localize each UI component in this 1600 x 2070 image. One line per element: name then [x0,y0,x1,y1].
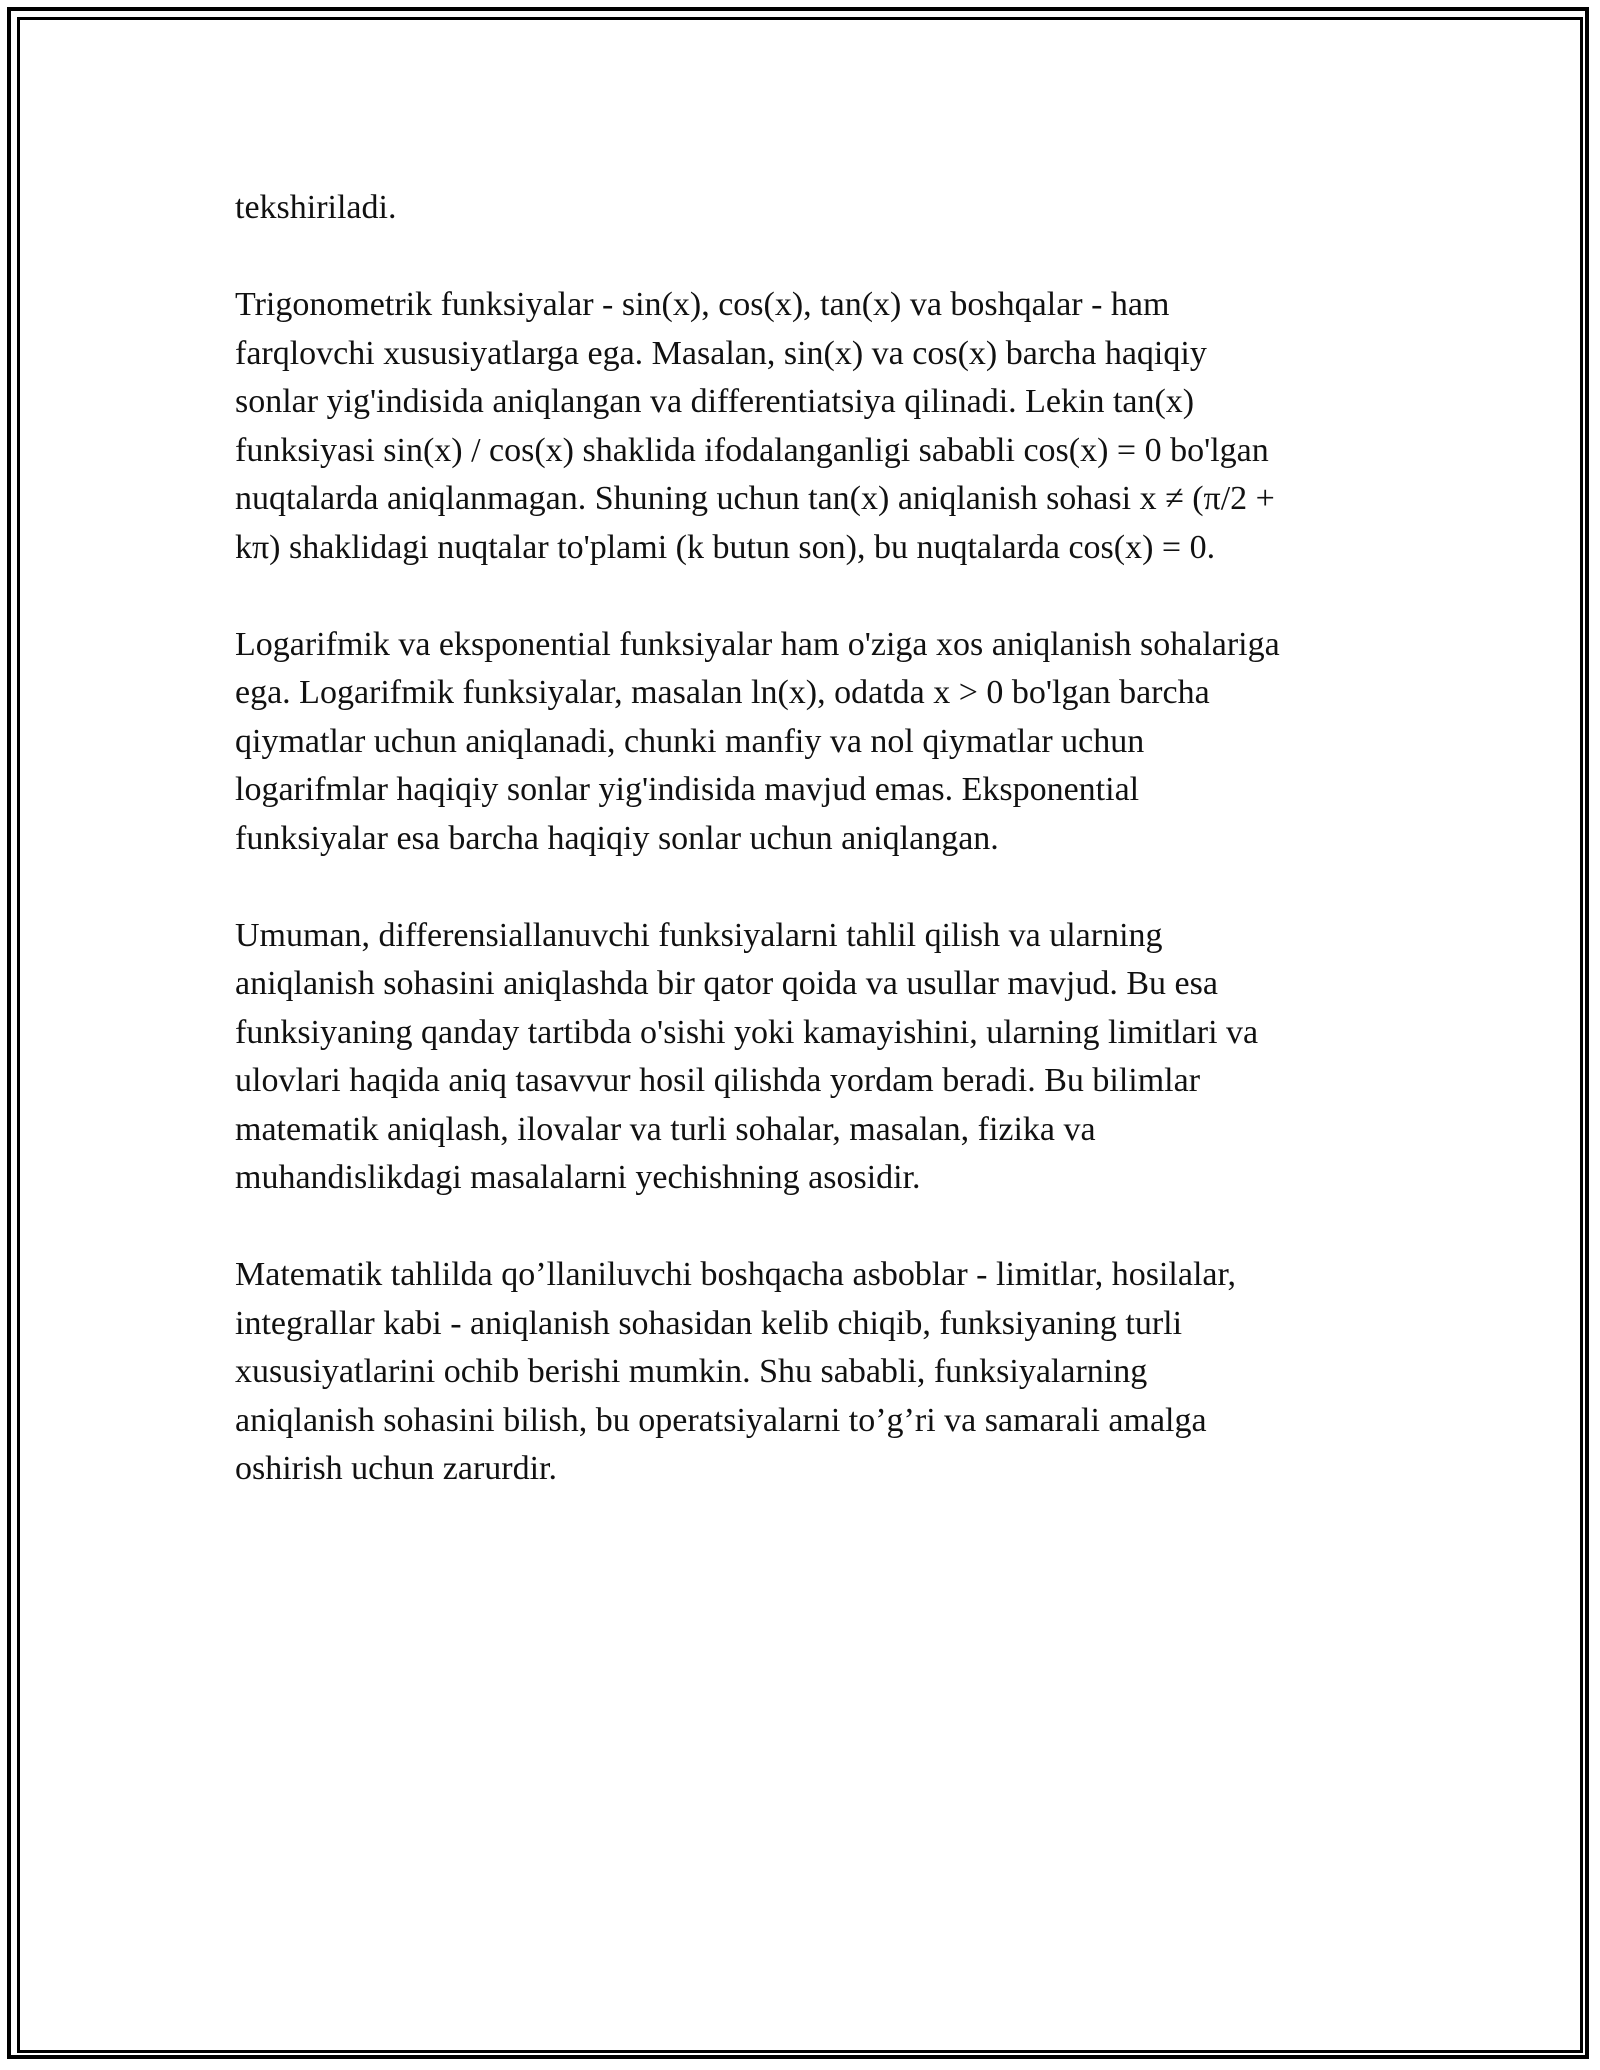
paragraph-differentiable: Umuman, differensiallanuvchi funksiyalarni tahlil qilish va ularning aniqlanish sohasini aniqlashda bir qator qoida va usullar mavjud. Bu esa funksiyaning qanday tartibda o'sishi yoki kamayishini, ularning limitlari va ulovlari haqida aniq tasavvur hosil qilishda yordam beradi. Bu bilimlar matematik aniqlash, ilovalar va turli sohalar, masalan, fizika va muhandislikdagi masalalarni yechishning asosidir. [235,916,1259,1196]
document-body [235,184,1370,1542]
paragraph-continuation: tekshiriladi. [235,189,397,226]
paragraph-trigonometric: Trigonometrik funksiyalar - sin(x), cos(x), tan(x) va boshqalar - ham farqlovchi xususiyatlarga ega. Masalan, sin(x) va cos(x) barcha haqiqiy sonlar yig'indisida aniqlangan va differentiatsiya qilinadi. Lekin tan(x) funksiyasi sin(x) / cos(x) shaklida ifodalanganligi sababli cos(x) = 0 bo'lgan nuqtalarda aniqlanmagan. Shuning uchun tan(x) aniqlanish sohasi x ≠ (π/2 + kπ) shaklidagi nuqtalar to'plami (k butun son), bu nuqtalarda cos(x) = 0. [235,286,1275,566]
paragraph-analysis-tools: Matematik tahlilda qo’llaniluvchi boshqacha asboblar - limitlar, hosilalar, integrallar kabi - aniqlanish sohasidan kelib chiqib, funksiyaning turli xususiyatlarini ochib berishi mumkin. Shu sababli, funksiyalarning aniqlanish sohasini bilish, bu operatsiyalarni to’g’ri va samarali amalga oshirish uchun zarurdir. [235,1256,1236,1487]
paragraph-logarithmic: Logarifmik va eksponential funksiyalar ham o'ziga xos aniqlanish sohalariga ega. Logarifmik funksiyalar, masalan ln(x), odatda x > 0 bo'lgan barcha qiymatlar uchun aniqlanadi, chunki manfiy va nol qiymatlar uchun logarifmlar haqiqiy sonlar yig'indisida mavjud emas. Eksponential funksiyalar esa barcha haqiqiy sonlar uchun aniqlangan. [235,625,1280,857]
